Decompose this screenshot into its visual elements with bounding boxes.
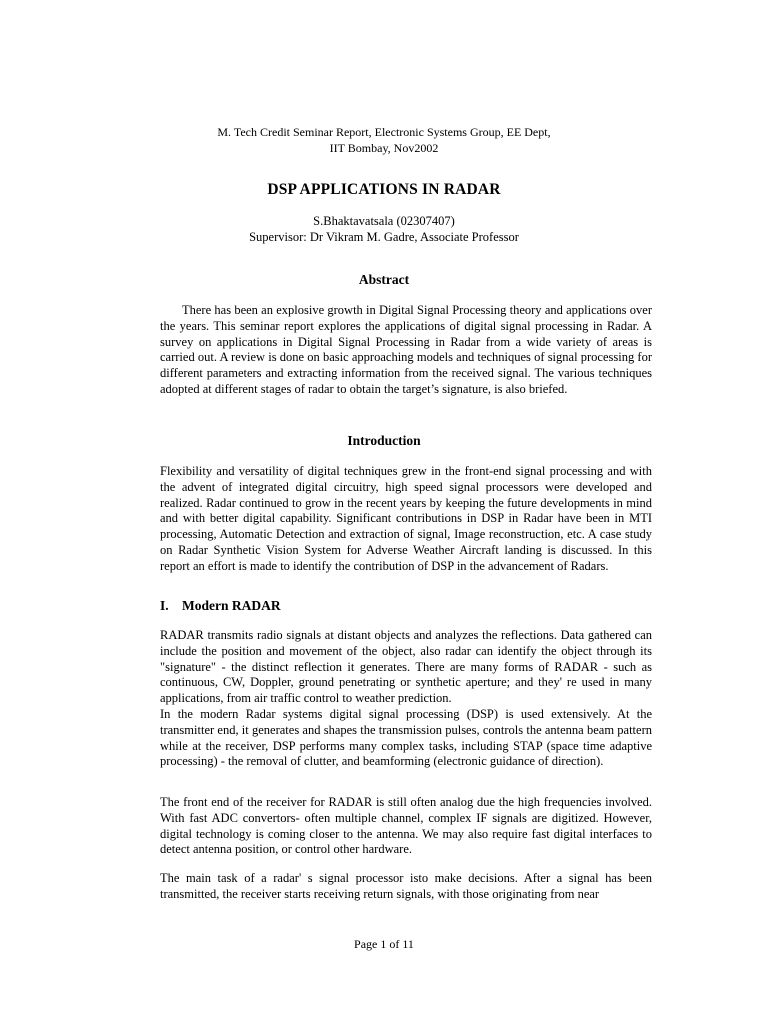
- author-block: [0, 213, 768, 245]
- modern-radar-paragraph-2: The front end of the receiver for RADAR is still often analog due the high frequencies involved. With fast ADC convertors- often multiple channel, complex IF signals are digitized. However, digital technology is coming closer to the antenna. We may also require fast digital interfaces to detect antenna position, or control other hardware.: [160, 795, 652, 857]
- supervisor-name: Supervisor: Dr Vikram M. Gadre, Associate Professor: [249, 230, 519, 244]
- header-line-2: IIT Bombay, Nov2002: [329, 141, 439, 155]
- header-line-1: M. Tech Credit Seminar Report, Electronic Systems Group, EE Dept,: [217, 125, 551, 139]
- abstract-paragraph: There has been an explosive growth in Digital Signal Processing theory and applications over the years. This seminar report explores the applications of digital signal processing in Radar. A survey on applications in Digital Signal Processing in Radar from a wide variety of areas is carried out. A review is done on basic approaching models and techniques of signal processing for different parameters and extracting information from the received signal. The various techniques adopted at different stages of radar to obtain the target’s signature, is also briefed.: [160, 303, 652, 396]
- modern-radar-paragraph-1: [160, 628, 652, 770]
- modern-radar-paragraph-3: The main task of a radar' s signal processor isto make decisions. After a signal has been transmitted, the receiver starts receiving return signals, with those originating from near: [160, 871, 652, 901]
- section-heading-modern-radar: [160, 598, 281, 614]
- introduction-heading: Introduction: [347, 433, 421, 448]
- abstract-heading: Abstract: [358, 272, 410, 287]
- section-number: I.: [160, 598, 169, 613]
- introduction-paragraph: Flexibility and versatility of digital techniques grew in the front-end signal processing and with the advent of integrated digital circuitry, high speed signal processors were developed and realized. Radar continued to grow in the recent years by keeping the future developments in mind and with better digital capability. Significant contributions in DSP in Radar have been in MTI processing, Automatic Detection and extraction of signal, Image reconstruction, etc. A case study on Radar Synthetic Vision System for Adverse Weather Aircraft landing is discussed. In this report an effort is made to identify the contribution of DSP in the advancement of Radars.: [160, 464, 652, 573]
- modern-radar-paragraph-1a: RADAR transmits radio signals at distant objects and analyzes the reflections. Data gathered can include the position and movement of the object, also radar can identify the object through its "signature" - the distinct reflection it generates. There are many forms of RADAR - such as continuous, CW, Doppler, ground penetrating or synthetic aperture; and they' re used in many applications, from air traffic control to weather prediction.: [160, 628, 652, 706]
- document-title: DSP APPLICATIONS IN RADAR: [267, 181, 501, 198]
- page-number: Page 1 of 11: [354, 937, 414, 951]
- modern-radar-paragraph-1b: In the modern Radar systems digital signal processing (DSP) is used extensively. At the transmitter end, it generates and shapes the transmission pulses, controls the antenna beam pattern while at the receiver, DSP performs many complex tasks, including STAP (space time adaptive processing) - the removal of clutter, and beamforming (electronic guidance of direction).: [160, 706, 652, 769]
- section-title: Modern RADAR: [182, 598, 281, 613]
- report-header: [0, 124, 768, 156]
- author-name: S.Bhaktavatsala (02307407): [313, 214, 455, 228]
